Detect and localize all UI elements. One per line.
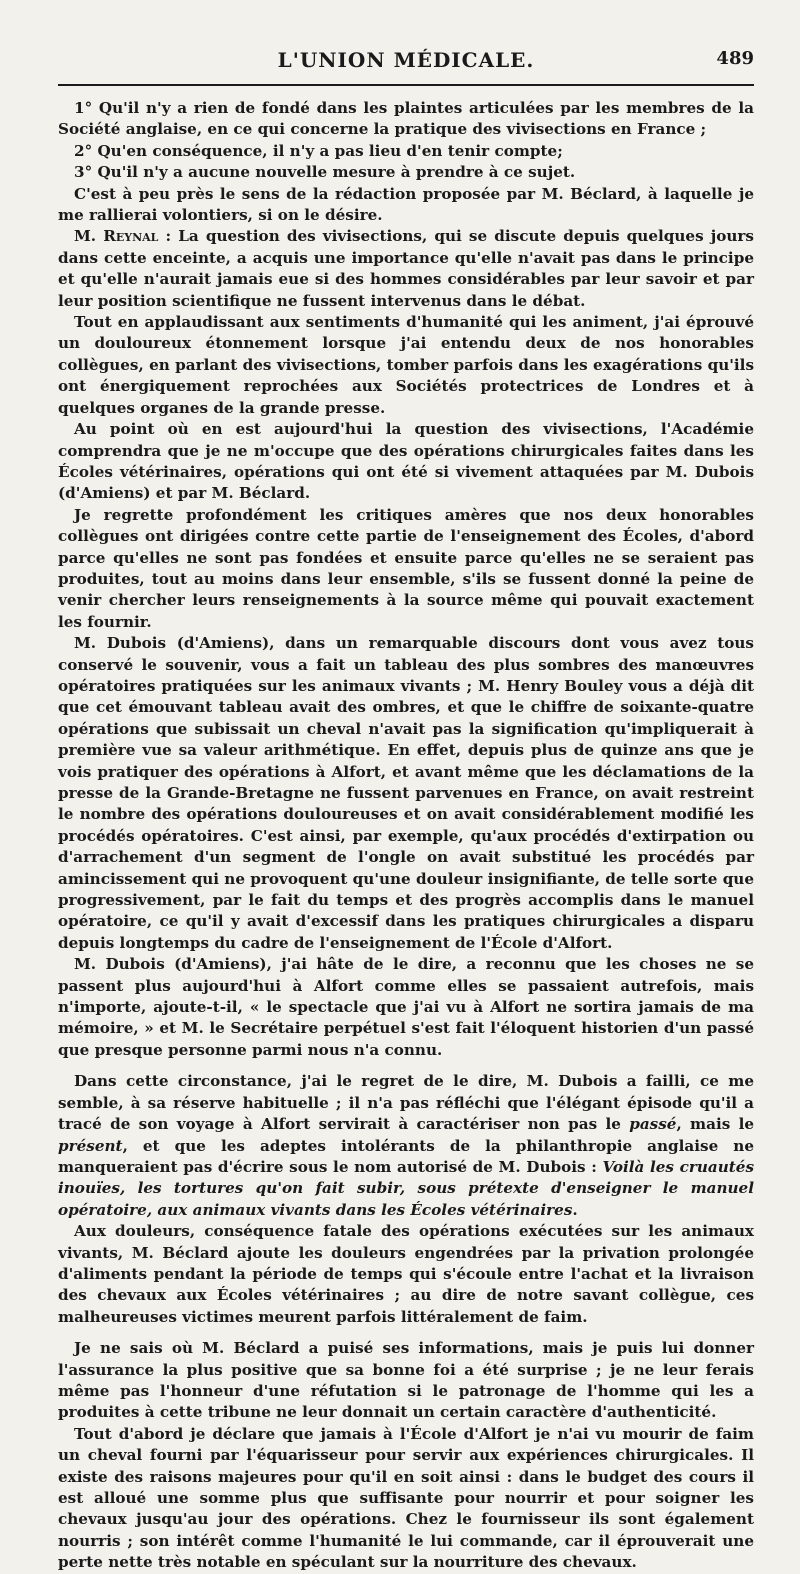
paragraph bbox=[58, 141, 754, 162]
paragraph bbox=[58, 633, 754, 954]
italic-segment: passé bbox=[629, 1115, 677, 1134]
paragraph bbox=[58, 1221, 754, 1328]
text-segment: Dans cette circonstance, j'ai le regret de le dire, M. Dubois a failli, ce me semble, à sa réserve habituelle ; il n'a pas réfléchi que l'élégant épisode qu'il a tracé de son voyage à Alfort servirait à caractériser non pas le bbox=[58, 1072, 754, 1134]
paragraph bbox=[58, 184, 754, 227]
text-segment: , et que les adeptes intolérants de la philanthropie anglaise ne manqueraient pas d'écrire sous le nom autorisé de M. Dubois : bbox=[58, 1136, 754, 1176]
paragraph bbox=[58, 226, 754, 312]
speaker-name: M. Reynal bbox=[74, 227, 159, 246]
page-number: 489 bbox=[716, 48, 754, 69]
paragraph-text: Au point où en est aujourd'hui la question des vivisections, l'Académie comprendra que je ne m'occupe que des opérations chirurgicales faites dans les Écoles vétérinaires, opérations qui ont été si vivement attaquées par M. Dubois (d'Amiens) et par M. Béclard. bbox=[58, 420, 754, 503]
paragraph bbox=[58, 162, 754, 183]
article-body bbox=[58, 98, 754, 1574]
paragraph-text: Je ne sais où M. Béclard a puisé ses informations, mais je puis lui donner l'assurance la plus positive que sa bonne foi a été surprise ; je ne leur ferais même pas l'honneur d'une réfutation si le patronage de l'homme qui les a produites à cette tribune ne leur donnait un certain caractère d'authenticité. bbox=[58, 1339, 754, 1422]
paragraph bbox=[58, 1071, 754, 1221]
text-segment: , mais le bbox=[676, 1115, 754, 1134]
paragraph-text: Aux douleurs, conséquence fatale des opérations exécutées sur les animaux vivants, M. Béclard ajoute les douleurs engendrées par la privation prolongée d'aliments pendant la période de temps qui s'écoule entre l'achat et la livraison des chevaux aux Écoles vétérinaires ; au dire de notre savant collègue, ces malheureuses victimes meurent parfois littéralement de faim. bbox=[58, 1222, 754, 1326]
paragraph bbox=[58, 1424, 754, 1574]
text-segment: . bbox=[572, 1200, 578, 1219]
paragraph bbox=[58, 98, 754, 141]
paragraph bbox=[58, 954, 754, 1061]
paragraph bbox=[58, 312, 754, 419]
paragraph-text: : La question des vivisections, qui se discute depuis quelques jours dans cette enceinte, a acquis une importance qu'elle n'avait pas dans le principe et qu'elle n'aurait jamais eue si des hommes considérables par leur savoir et par leur position scientifique ne fussent intervenus dans le débat. bbox=[58, 227, 754, 310]
paragraph-text: 3° Qu'il n'y a aucune nouvelle mesure à prendre à ce sujet. bbox=[74, 163, 576, 182]
paragraph-text: Tout d'abord je déclare que jamais à l'École d'Alfort je n'ai vu mourir de faim un cheval fourni par l'équarisseur pour servir aux expériences chirurgicales. Il existe des raisons majeures pour qu'il en soit ainsi : dans le budget des cours il est alloué une somme plus que suffisante pour nourrir et pour soigner les chevaux jusqu'au jour des opérations. Chez le fournisseur ils sont également nourris ; son intérêt comme l'humanité le lui commande, car il éprouverait une perte nette très notable en spéculant sur la nourriture des chevaux. bbox=[58, 1424, 754, 1572]
paragraph-text: 2° Qu'en conséquence, il n'y a pas lieu d'en tenir compte; bbox=[74, 141, 563, 160]
header-rule bbox=[58, 84, 754, 86]
paragraph-text: Je regrette profondément les critiques amères que nos deux honorables collègues ont dirigées contre cette partie de l'enseignement des Écoles, d'abord parce qu'elles ne sont pas fondées et ensuite parce qu'elles ne se seraient pas produites, tout au moins dans leur ensemble, s'ils se fussent donné la peine de venir chercher leurs renseignements à la source même qui pouvait exactement les fournir. bbox=[58, 505, 754, 631]
page bbox=[58, 44, 754, 1574]
page-header bbox=[58, 44, 754, 78]
paragraph bbox=[58, 1338, 754, 1424]
paragraph-text: Tout en applaudissant aux sentiments d'humanité qui les animent, j'ai éprouvé un douloureux étonnement lorsque j'ai entendu deux de nos honorables collègues, en parlant des vivisections, tomber parfois dans les exagérations qu'ils ont énergiquement reprochées aux Sociétés protectrices de Londres et à quelques organes de la grande presse. bbox=[58, 313, 754, 417]
paragraph-text: M. Dubois (d'Amiens), dans un remarquable discours dont vous avez tous conservé le souvenir, vous a fait un tableau des plus sombres des manœuvres opératoires pratiquées sur les animaux vivants ; M. Henry Bouley vous a déjà dit que cet émouvant tableau avait des ombres, et que le chiffre de soixante-quatre opérations que subissait un cheval n'avait pas la signification qu'impliquerait à première vue sa valeur arithmétique. En effet, depuis plus de quinze ans que je vois pratiquer des opérations à Alfort, et avant même que les déclamations de la presse de la Grande-Bretagne ne fussent parvenues en France, on avait restreint le nombre des opérations douloureuses et on avait considérablement modifié les procédés opératoires. C'est ainsi, par exemple, qu'aux procédés d'extirpation ou d'arrachement d'un segment de l'ongle on avait substitué les procédés par amincissement qui ne provoquent qu'une douleur insignifiante, de telle sorte que progressivement, par le fait du temps et des progrès accomplis dans le manuel opératoire, ce qu'il y avait d'excessif dans les pratiques chirurgicales a disparu depuis longtemps du cadre de l'enseignement de l'École d'Alfort. bbox=[58, 634, 755, 952]
paragraph-text: C'est à peu près le sens de la rédaction proposée par M. Béclard, à laquelle je me rallierai volontiers, si on le désire. bbox=[58, 184, 754, 225]
italic-segment: Voilà les cruautés inouïes, les tortures qu'on fait subir, sous prétexte d'enseigner le manuel opératoire, aux animaux vivants dans les Écoles vétérinaires bbox=[58, 1157, 755, 1219]
paragraph-text: M. Dubois (d'Amiens), j'ai hâte de le dire, a reconnu que les choses ne se passent plus aujourd'hui à Alfort comme elles se passaient autrefois, mais n'importe, ajoute-t-il, « le spectacle que j'ai vu à Alfort ne sortira jamais de ma mémoire, » et M. le Secrétaire perpétuel s'est fait l'éloquent historien d'un passé que presque personne parmi nous n'a connu. bbox=[58, 955, 754, 1059]
paragraph bbox=[58, 505, 754, 633]
paragraph bbox=[58, 419, 754, 505]
running-title: L'UNION MÉDICALE. bbox=[277, 48, 535, 72]
italic-segment: présent bbox=[58, 1136, 123, 1155]
paragraph-text: 1° Qu'il n'y a rien de fondé dans les plaintes articulées par les membres de la Société anglaise, en ce qui concerne la pratique des vivisections en France ; bbox=[58, 99, 754, 139]
